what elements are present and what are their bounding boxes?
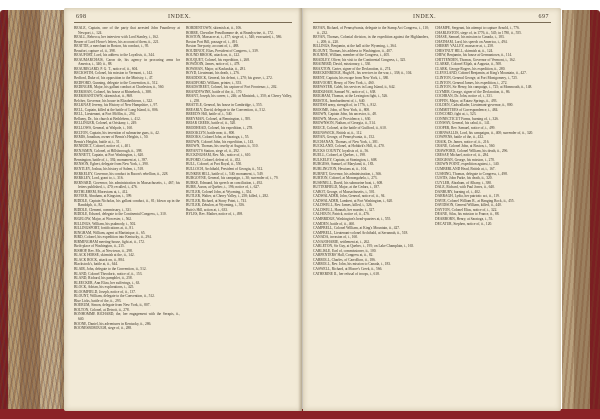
index-entry: BRIAR CREEK, battle of, ii., 520. xyxy=(186,121,237,126)
index-entry: BOUQUET, Colonel, his expedition, i., 268. xyxy=(186,57,250,62)
right-column-2 xyxy=(435,26,551,403)
index-entry: BURNET, Governor, his administration, i., 366. xyxy=(313,171,382,176)
index-entry: DAVIE, Colonel William R., at Hanging Rock, ii., 455. xyxy=(435,198,515,203)
left-column-2 xyxy=(186,26,292,403)
index-entry: BILLINGS, Benjamin, at the ball at the Wyoming, i., 364. xyxy=(313,44,397,49)
index-entry: BOURNE, William, member of the Congress, i., 405. xyxy=(313,53,390,58)
right-book-edge xyxy=(562,10,600,412)
index-entry: CARROLL, Charles, of Carrollton, ii., 186. xyxy=(313,257,376,262)
index-entry: BOUND BROOK, attack on, ii., 122. xyxy=(186,53,240,58)
index-entry: BURKE, Edmund, his speech on conciliation, i., 492. xyxy=(186,180,263,185)
index-entry: BRODHEAD, Colonel, his expedition, i., 278. xyxy=(186,126,253,131)
index-entry: CALDWELL, Rev. James, killed, i., 326. xyxy=(313,203,373,208)
index-entry: CLINTON, General George, at Fort Montgomery, i., 725. xyxy=(435,76,518,81)
index-entry: BINGHAM, William, agent at Martinique, ii., 65. xyxy=(74,230,146,235)
index-entry: BRANDYWINE, battle of the, ii., 170. xyxy=(186,89,243,94)
index-entry: BIDDLE, Edward, delegate to the Continental Congress, i., 310. xyxy=(74,212,167,217)
index-entry: BREARLY, David, delegate to the Convention, ii., 512. xyxy=(186,107,266,112)
index-entry: Blue Licks, battle of the, ii., 293. xyxy=(74,298,122,303)
index-entry: BEAUREGARD, P. G. T., notice of, ii., 604. xyxy=(74,66,139,71)
index-entry: Belcher, Governor, his house in Elizabethtown, i., 322. xyxy=(74,98,153,103)
index-entry: BURGESS, Samuel, of Maryland, ii., 183. xyxy=(313,162,375,167)
index-entry: Bemis's Heights, battle at, i., 51. xyxy=(74,139,121,144)
index-entry: BRADFORD, William, printer, i., 353. xyxy=(186,80,242,85)
index-entry: BURLINGTON, Hessians at, ii., 104. xyxy=(313,166,368,171)
index-entry: BROWN, Captain John, his ancestor, ii., 48. xyxy=(313,112,377,117)
left-column-1 xyxy=(74,26,180,403)
index-entry: CONNECTICUT Farms, burning of, i., 326. xyxy=(435,116,499,121)
index-entry: CRAIK, Dr. James, notice of, ii., 216. xyxy=(435,139,490,144)
index-entry: BELTON, Captain, his invention of submarine guns, ii., 42. xyxy=(74,130,160,135)
index-entry: DAYTON, Colonel Elias, notice of, i., 322. xyxy=(435,207,498,212)
index-entry: BIGELOW, Major, at Worcester, i., 562. xyxy=(74,216,133,221)
index-entry: COWPENS, battle of the, ii., 432. xyxy=(435,135,484,140)
index-entry: COCHRAN, Dr. John, notice of, i., 331. xyxy=(435,94,493,99)
index-entry: CALDWELL, Hannah, her murder, i., 327. xyxy=(313,207,376,212)
index-entry: Bellamy, Dr., his church at Bethlehem, i., 412. xyxy=(74,116,141,121)
index-entry: Boston Tea-party, account of, i., 488. xyxy=(186,44,240,49)
index-entry: DARRAGH, Lydia, her patriotic act, ii., 119. xyxy=(435,194,500,199)
index-entry: BREVOORT, Henry, of New York, i., 460. xyxy=(313,80,375,85)
index-entry: COFFIN, Major, at Eutaw Springs, ii., 493. xyxy=(435,98,498,103)
index-entry: BRENT, Captain, his escape from New York, i., 380. xyxy=(313,76,390,81)
index-entry: BRECKENRIDGE, Hugh H., his services in the war, i., 338; ii., 104. xyxy=(313,71,413,76)
index-entry: CARLETON, Sir Guy, at Quebec, i., 195; on Lake Champlain, i., 165. xyxy=(313,244,415,249)
index-entry: BEEKMAN, Colonel, his house at Rhinebeck, i., 388. xyxy=(74,89,152,94)
index-entry: BELL, Lieutenant, at Fort Mifflin, ii., 294. xyxy=(74,112,136,117)
index-entry: BENJAMIN, Colonel, at Hillsborough, ii., 398. xyxy=(74,148,143,153)
index-entry: BUNKER HILL, battle of, i., 540; monument, i., 549. xyxy=(186,171,264,176)
right-column-1 xyxy=(313,26,429,403)
index-entry: BRADSTREET, Colonel, his capture of Fort Frontenac, i., 202. xyxy=(186,85,278,90)
index-entry: BUTLER, Richard, at Stony Point, i., 741. xyxy=(186,198,248,203)
index-entry: CAMPBELL, Lieutenant-colonel Archibald, at Savannah, ii., 518. xyxy=(313,230,409,235)
index-entry: CLINTON, Sir Henry, his campaign, i., 725; at Monmouth, ii., 148. xyxy=(435,85,533,90)
index-entry: CATHERINE II., her refusal of troops, i., 618. xyxy=(313,271,380,276)
right-header-rule xyxy=(313,22,551,23)
index-entry: CROWN POINT, expedition against, i., 140. xyxy=(435,162,500,167)
index-entry: CADWALADER, Lambert, at Fort Washington, i., 620. xyxy=(313,198,394,203)
index-entry: BEAUFORT, Lord, his address to the Loyalists, ii., 344. xyxy=(74,53,155,58)
right-columns xyxy=(313,26,551,403)
index-entry: CHEW, Benjamin, his house at Germantown, ii., 114. xyxy=(435,53,513,58)
index-entry: CUYLER, Abraham, of Albany, i., 380. xyxy=(435,180,492,185)
index-entry: BOUDINOT, Elias, President of Congress, i., 339. xyxy=(186,48,259,53)
index-entry: BIRMINGHAM meeting-house, fight at, ii., 172. xyxy=(74,239,145,244)
left-columns xyxy=(74,26,292,403)
index-entry: CRAWFORD, Colonel William, his death, ii., 296. xyxy=(435,148,509,153)
index-entry: CRANE, Colonel John, at Boston, i., 560. xyxy=(435,144,496,149)
index-entry: COLDEN, Cadwallader, Lieutenant-governor, ii., 800. xyxy=(435,103,514,108)
index-entry: BEALL, Rebecca, her interview with Lord Stanley, i., 162. xyxy=(74,35,159,40)
left-header-rule xyxy=(74,22,292,23)
index-entry: BROWN, Moses, of Providence, i., 630. xyxy=(313,116,372,121)
index-entry: BROOKS, Colonel John, at Saratoga, i., 55. xyxy=(186,135,250,140)
index-entry: BERKELEY, Governor, his conduct in Bacon's rebellion, ii., 228. xyxy=(74,171,169,176)
index-entry: BRYAN, George, of Pennsylvania, ii., 152. xyxy=(313,135,375,140)
index-entry: BOLTON, Colonel, at Detroit, ii., 278. xyxy=(74,307,130,312)
index-entry: BRYANT'S Station, siege of, ii., 292. xyxy=(186,148,240,153)
index-entry: DANBURY, burning of, i., 402. xyxy=(435,189,481,194)
index-entry: BRATTLE, General, his house in Cambridge, i., 555. xyxy=(186,103,263,108)
index-entry: BELLOWS, General, at Walpole, i., 160. xyxy=(74,126,134,131)
index-entry: BROWNSON, Nathan, of Georgia, ii., 514. xyxy=(313,121,376,126)
index-entry: BILLINGS, William, his psalmody, i., 502. xyxy=(74,221,137,226)
index-entry: BLOOMFIELD, Joseph, notice of, ii., 137. xyxy=(74,289,136,294)
index-entry: BURR, Aaron, at Quebec, i., 196; notice of, i., 627. xyxy=(186,185,260,190)
index-entry: BRIGHAM, Thomas, at the Lexington fight, i., 526. xyxy=(313,94,389,99)
index-entry: DALE, Richard, with Paul Jones, ii., 640. xyxy=(435,185,495,190)
index-entry: BEALE, Captain, one of the party that arrested John Fauntleroy at Newport, i., 124. xyxy=(74,26,180,35)
index-entry: DEANE, Silas, his mission to France, ii., 88. xyxy=(435,212,500,217)
index-entry: BURTON, Colonel, at Monongahela, i., 273. xyxy=(313,176,378,181)
index-entry: BELL, Captain, killed at the battle of Long Island, ii., 806. xyxy=(74,107,159,112)
index-entry: CHARLESTON, siege of, in 1776, ii., 545; in 1780, ii., 555. xyxy=(435,30,522,35)
index-entry: BEDFORD, Gunning, delegate to the Convention, ii., 512. xyxy=(74,80,159,85)
index-entry: BIDDLE, Clement, commissary, i., 331. xyxy=(74,207,132,212)
index-entry: BOWMAN, Major, at Kaskaskia, ii., 281. xyxy=(186,66,247,71)
index-entry: BRITISH army, strength of, in 1776, i., 812. xyxy=(313,103,377,108)
index-entry: BREYMAN, Colonel, at Bennington, i., 395. xyxy=(186,116,251,121)
index-entry: BUTLER, Colonel John, at Wyoming, i., 354. xyxy=(186,189,252,194)
index-entry: Butts's Hill, action at, i., 633. xyxy=(186,207,228,212)
index-entry: CHESTNUT HILL, skirmish at, ii., 124. xyxy=(435,48,494,53)
index-entry: CARPENTERS' Hall, Congress at, ii., 82. xyxy=(313,253,374,258)
index-entry: Bearer of Lord Howe's letters, his account of them, ii., 221. xyxy=(74,39,160,44)
index-entry: BRAINERD, David, missionary, i., 330. xyxy=(313,62,372,67)
index-entry: CHITTENDEN, Thomas, Governor of Vermont, i., 162. xyxy=(435,57,516,62)
index-entry: BELKNAP, Jeremy, his History of New Hampshire, i., 97. xyxy=(74,103,159,108)
index-entry: DEARBORN, Henry, at Saratoga, i., 55. xyxy=(435,216,494,221)
index-entry: BEVAN, Richard, of Pennsylvania, delegate to the Stamp Act Congress, i., 110; ii., 232. xyxy=(313,26,429,35)
left-running-title: INDEX. xyxy=(168,14,192,20)
index-entry: CRESAP, Michael, notice of, ii., 284. xyxy=(435,153,490,158)
index-entry: CUMBERLAND Head, British at, i., 167. xyxy=(435,166,496,171)
index-entry: CAMBRIDGE, Washington's head-quarters at, i., 555. xyxy=(313,216,392,221)
index-entry: BRANT, Joseph, his career, i., 246; at Minisink, i., 350; at Cherry Valley, i., 258. xyxy=(186,94,292,103)
index-entry: BUTLER, Walter, at Cherry Valley, i., 258; killed, i., 282. xyxy=(186,194,269,199)
index-entry: BUFORD, Colonel, defeat of, ii., 452. xyxy=(186,157,241,162)
index-entry: BURGOYNE, General, his campaign, i., 30; surrender of, i., 79. xyxy=(186,176,279,181)
index-entry: BEAUMARCHAIS, Caron de, his agency in procuring arms for America, i., 340; ii., 88. xyxy=(74,57,180,67)
index-entry: BUCKINGHAM, Rev. Mr., notice of, i., 610. xyxy=(186,153,252,158)
index-entry: BRUNSWICK, British at, ii., 112. xyxy=(313,130,363,135)
index-entry: CAMPBELL, Colonel William, at King's Mountain, ii., 427. xyxy=(313,226,400,231)
index-entry: BULLOCH, Archibald, President of Georgia, ii., 512. xyxy=(186,166,264,171)
index-entry: BUCKLAND, Colonel, at Hobkirk's Hill, ii., 470. xyxy=(313,144,385,149)
index-entry: CANADA, invasion of, i., 160. xyxy=(313,235,359,240)
index-entry: BIRD, Colonel, his expedition into Kentucky, ii., 294. xyxy=(74,235,152,240)
index-entry: BLAND, Richard, his pamphlet, ii., 258. xyxy=(74,276,133,281)
index-entry: CLARKE, Colonel Elijah, at Augusta, ii., 508. xyxy=(435,62,502,67)
index-entry: CLINTON, General James, his expedition, i., 272. xyxy=(435,80,508,85)
index-entry: BOSTON, Massacre at, i., 477; siege of, i., 540; evacuated, i., 586. xyxy=(186,35,283,40)
index-entry: BYLES, Rev. Mather, notice of, i., 498. xyxy=(186,212,244,217)
index-entry: BLOUNT, Thomas, his address to Washington, ii., 407. xyxy=(313,48,393,53)
index-entry: BERNARD, Governor, his administration in Massachusetts, i., 467; his letters published, i., 470; recalled, i., 476. xyxy=(74,180,180,190)
index-entry: BUCHANAN, Thomas, of New York, i., 381. xyxy=(313,139,379,144)
index-entry: BEVAN, Thomas, Colonial division, in the expedition against the Highlanders, i., 208; ii., 220. xyxy=(313,35,429,44)
index-entry: CARROLL, Rev. John, his mission to Canada, i., 183. xyxy=(313,262,391,267)
index-entry: BOWDOIN, James, notice of, i., 478. xyxy=(186,62,241,67)
index-entry: BLOUNT, William, delegate to the Convention, ii., 512. xyxy=(74,294,155,299)
index-entry: Birth-place of Washington, ii., 215. xyxy=(74,244,125,249)
left-page xyxy=(64,8,302,411)
index-entry: BRAXTON, Carter, signer of the Declaration, ii., 274. xyxy=(313,66,392,71)
index-entry: BLACK HORSE, skirmish at the, ii., 142. xyxy=(74,253,135,258)
index-entry: BROOKLYN, battle near, ii., 800. xyxy=(186,130,236,135)
index-entry: BRIDGHAM, Samuel W., notice of, i., 638. xyxy=(313,89,377,94)
index-entry: CHATHAM, Lord, his speech on America, i., 494. xyxy=(435,39,508,44)
index-entry: Boston Port Bill, passage of, i., 491. xyxy=(186,39,239,44)
index-entry: CASWELL, Richard, at Moore's Creek, ii., 566. xyxy=(313,266,383,271)
index-entry: BROWN, Thomas, his cruelty at Augusta, ii., 510. xyxy=(186,144,259,149)
index-entry: COMMITTEES of Correspondence, i., 484. xyxy=(435,107,499,112)
index-entry: Bennington, battle of, i., 392; monument at, i., 397. xyxy=(74,157,148,162)
right-page xyxy=(303,8,561,411)
index-entry: BRADLEY, Oliver, his visit to the Continental Congress, i., 325. xyxy=(313,57,407,62)
index-entry: BEMIS, Jonathan, owner of Bemis's Heights, i., 50. xyxy=(74,135,149,140)
index-entry: BUCKS COUNTY, loyalists of, ii., 56. xyxy=(313,148,370,153)
index-entry: BISHOP, Rev. Mr., at Newtown, ii., 298. xyxy=(74,248,133,253)
index-entry: CANAJOHARIE, settlement at, i., 262. xyxy=(313,239,370,244)
index-entry: BENNETT, Captain, at Fort Washington, i., 620. xyxy=(74,153,145,158)
index-entry: BLAND, Colonel Theodoric, notice of, ii., 153. xyxy=(74,271,143,276)
index-entry: CUSHING, Thomas, delegate to Congress, i., 498. xyxy=(435,171,508,176)
index-entry: BORRE, Chevalier Preudhomme de, at Brandywine, ii., 172. xyxy=(186,30,274,35)
index-entry: BRISTOL, bombardment of, i., 640. xyxy=(313,98,366,103)
index-entry: Blackstock's, battle at, ii., 644. xyxy=(74,262,119,267)
index-entry: BEVIER, Abraham, at Kingston, i., 399. xyxy=(74,194,133,199)
index-entry: CONWAY, General, his cabal, ii., 141. xyxy=(435,121,491,126)
index-entry: BIDDLE, Captain Nicholas, his gallant conduct, ii., 81; blown up in the Randolph, ii., 82. xyxy=(74,198,180,208)
index-entry: BROOME, John, of New York, ii., 808. xyxy=(313,107,371,112)
index-entry: BULL, Colonel, at Port Royal, ii., 550. xyxy=(186,162,243,167)
index-entry: BOONE, Daniel, his adventures in Kentucky, ii., 286. xyxy=(74,321,152,326)
index-entry: BEEKMANTOWN, skirmish at, ii., 868. xyxy=(74,94,133,99)
index-entry: BLOCK, Adrian, his explorations, i., 425. xyxy=(74,285,135,290)
index-entry: BLEECKER, Ann Eliza, her sufferings, i., 63. xyxy=(74,280,141,285)
index-entry: CLYMER, George, signer of the Declaration, ii., 86. xyxy=(435,89,511,94)
index-entry: CLARK, George Rogers, his expedition, ii., 280. xyxy=(435,66,506,71)
index-entry: BUELL, Colonel, at Quebec, i., 198. xyxy=(313,153,366,158)
index-entry: BEATTIE, a merchant in Boston, his conduct, i., 95. xyxy=(74,44,150,49)
index-entry: BENTLEY, Joshua, his history of Salem, i., 518. xyxy=(74,166,144,171)
index-entry: BONHOMME RICHARD, the, her engagement with the Serapis, ii., 640. xyxy=(74,312,180,321)
index-entry: BENSON, Egbert, delegate from New York, i., 390. xyxy=(74,162,149,167)
index-entry: CHAMPE, Sergeant, his attempt to capture Arnold, i., 776. xyxy=(435,26,520,30)
index-entry: CROGHAN, George, his mission, i., 270. xyxy=(435,157,495,162)
index-entry: BETHLEHEM, Moravians at, i., 412. xyxy=(74,189,129,194)
index-entry: BORDENTOWN, skirmish at, ii., 106. xyxy=(186,26,242,30)
right-running-title: INDEX. xyxy=(413,14,437,20)
index-entry: BOERUM, Simon, delegate from New York, ii., 807. xyxy=(74,303,151,308)
index-entry: CHERRY VALLEY, massacre at, i., 258. xyxy=(435,44,494,49)
index-entry: Beaufort, capture of, ii., 398. xyxy=(74,48,116,53)
index-entry: BEDINGER, Major, his gallant conduct at Charleston, ii., 560. xyxy=(74,85,165,90)
index-entry: CAMDEN, battle of, ii., 460. xyxy=(313,221,356,226)
index-entry: CARLISLE, Earl of, commissioner, ii., 100. xyxy=(313,248,377,253)
index-entry: BILLINGSPORT, fortifications at, ii., 81. xyxy=(74,226,134,231)
index-entry: BUTLER, Zebulon, at Wyoming, i., 356. xyxy=(186,203,245,208)
left-book-edge xyxy=(0,10,68,412)
index-entry: BROWN, Colonel John, his expedition, i., 143. xyxy=(186,139,255,144)
index-entry: CHASE, Samuel, his mission to Canada, i., 183. xyxy=(435,35,505,40)
index-entry: BERKLEY, Lord, grant to, i., 316. xyxy=(74,176,124,181)
left-page-number: 698 xyxy=(76,14,87,20)
index-entry: COOPER, Rev. Samuel, notice of, i., 499. xyxy=(435,126,496,131)
index-entry: BUSHNELL, David, his submarine boat, i., 608. xyxy=(313,180,384,185)
index-entry: BRADDOCK, General, his defeat, i., 270; his grave, i., 272. xyxy=(186,76,273,81)
index-entry: Bedford, Duke of, his opposition to the Ministry, i., 47. xyxy=(74,76,154,81)
index-entry: DECATUR, Stephen, notice of, ii., 120. xyxy=(435,221,493,226)
index-entry: BLACK ROCK, attack on, ii., 884. xyxy=(74,257,125,262)
index-entry: BENEDICT, Colonel, notice of, i., 401. xyxy=(74,144,131,149)
index-entry: BECKWITH, Colonel, his mission to Vermont, i., 142. xyxy=(74,71,153,76)
index-entry: BREWSTER, Caleb, his services in Long Island, ii., 642. xyxy=(313,85,396,90)
index-entry: BREED'S Hill, battle of, i., 540. xyxy=(186,112,233,117)
index-entry: CABOT, George, of Massachusetts, i., 501. xyxy=(313,189,376,194)
index-entry: BULKELEY, Captain, at Stonington, i., 608. xyxy=(313,157,378,162)
index-entry: CORNWALLIS, Lord, his campaigns, ii., 400; surrender of, ii., 320. xyxy=(435,130,534,135)
index-entry: CONCORD, fight at, i., 523. xyxy=(435,112,477,117)
index-entry: CALHOUN, Patrick, notice of, ii., 476. xyxy=(313,212,370,217)
index-entry: CLEVELAND, Colonel Benjamin, at King's Mountain, ii., 427. xyxy=(435,71,527,76)
index-entry: DAVIDSON, General William, killed, ii., 440. xyxy=(435,203,502,208)
index-entry: BOYD, Lieutenant, his death, i., 276. xyxy=(186,71,240,76)
index-entry: CADWALADER, John, General, notice of, ii., 94. xyxy=(313,194,386,199)
index-entry: BRUCE, Colonel, at the battle of Guilford, ii., 610. xyxy=(313,126,387,131)
right-page-number: 697 xyxy=(538,14,549,20)
index-entry: BOONESBOROUGH, siege of, ii., 288. xyxy=(74,326,132,331)
index-entry: BLAIR, John, delegate to the Convention, ii., 512. xyxy=(74,266,147,271)
index-entry: BELLINGER, Colonel, at Oriskany, i., 249. xyxy=(74,121,138,126)
index-entry: BUTTERFIELD, Major, at the Cedars, i., 187. xyxy=(313,185,380,190)
index-entry: CUSTIS, John Parke, his death, ii., 320. xyxy=(435,176,493,181)
